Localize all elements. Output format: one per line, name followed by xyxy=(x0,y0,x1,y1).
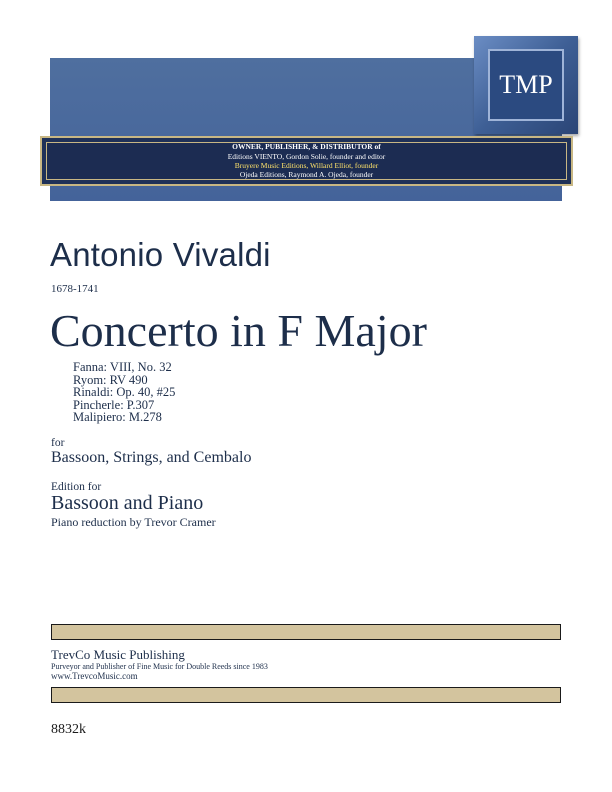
composer-name: Antonio Vivaldi xyxy=(50,236,271,273)
owner-info-box xyxy=(40,136,573,186)
publisher-website: www.TrevcoMusic.com xyxy=(51,671,138,681)
owner-line-bruyere: Bruyere Music Editions, Willard Elliot, founder xyxy=(234,161,379,170)
catalog-list xyxy=(73,361,175,424)
footer-rule-bottom xyxy=(51,687,561,703)
edition-instrumentation: Bassoon and Piano xyxy=(51,492,204,514)
catalog-malipiero: Malipiero: M.278 xyxy=(73,410,162,424)
original-instrumentation: Bassoon, Strings, and Cembalo xyxy=(51,449,252,466)
owner-heading: OWNER, PUBLISHER, & DISTRIBUTOR of xyxy=(232,142,381,152)
owner-info-inner xyxy=(46,142,567,180)
tmp-logo xyxy=(474,36,578,134)
publisher-name: TrevCo Music Publishing xyxy=(51,647,185,662)
piece-title: Concerto in F Major xyxy=(50,305,427,356)
catalog-fanna: Fanna: VIII, No. 32 xyxy=(73,360,172,374)
catalog-rinaldi: Rinaldi: Op. 40, #25 xyxy=(73,385,176,399)
footer-rule-top xyxy=(51,624,561,640)
catalog-pincherle: Pincherle: P.307 xyxy=(73,397,155,412)
catalog-number: 8832k xyxy=(51,722,86,737)
owner-line-viento: Editions VIENTO, Gordon Solie, founder and editor xyxy=(227,151,386,161)
owner-line-ojeda: Ojeda Editions, Raymond A. Ojeda, founder xyxy=(239,170,374,180)
edition-label: Edition for xyxy=(51,481,102,493)
reduction-credit: Piano reduction by Trevor Cramer xyxy=(51,515,216,529)
composer-dates: 1678-1741 xyxy=(51,283,99,295)
logo-inner-panel xyxy=(488,49,564,121)
publisher-tagline: Purveyor and Publisher of Fine Music for Double Reeds since 1983 xyxy=(51,662,268,671)
logo-text: TMP xyxy=(499,70,553,99)
for-label: for xyxy=(51,437,65,449)
catalog-ryom: Ryom: RV 490 xyxy=(73,372,148,387)
